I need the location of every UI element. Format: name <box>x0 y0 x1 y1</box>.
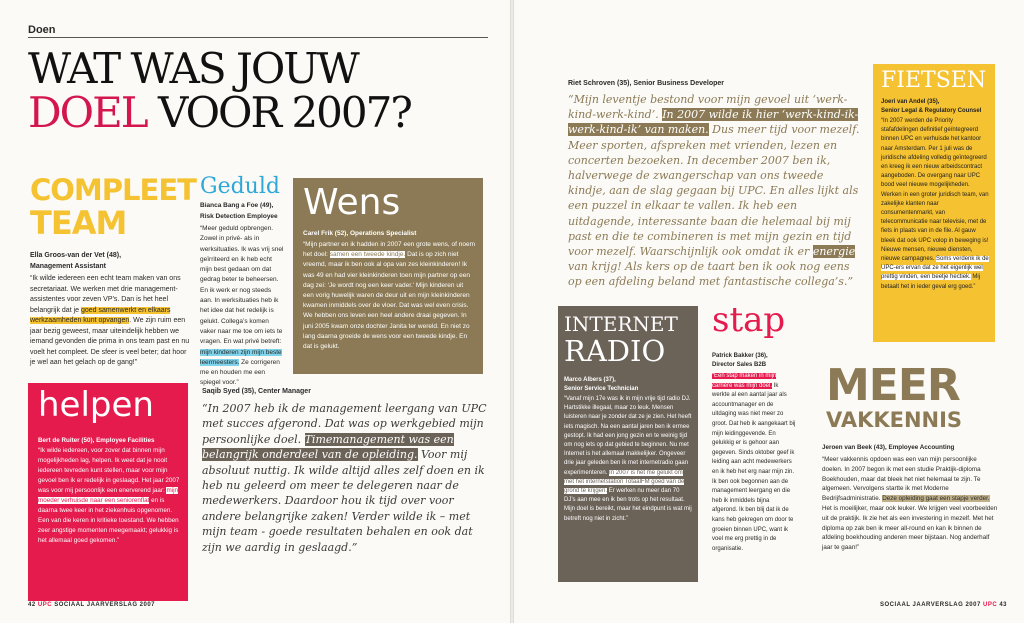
wens-text-a: “Mijn partner en ik hadden in 2007 een grote wens, of noem het doel: <box>303 241 475 259</box>
headline-accent-word: DOEL <box>28 88 147 137</box>
geduld-highlight: mijn kinderen zijn mijn beste leermeesters. <box>200 348 282 366</box>
helpen-body <box>38 446 181 546</box>
internet-text-a: “Vanaf mijn 17e was ik in mijn vrije tijd radio DJ. Hartstikke illegaal, maar zo leuk. Mensen luisteren naar je zonder dat ze je zien. Het heeft iets magisch. Na een aantal jaren ben ik ermee gestopt. Ik had een jong gezin en te weinig tijd om nog iets op dat gebied te beginnen. Nu met Internet is het allemaal makkelijker. Ongeveer drie jaar geleden ben ik met internetradio gaan experimenteren. <box>564 396 692 476</box>
footer-brand-right: UPC <box>982 602 998 608</box>
saqib-quote-b: Voor mij absoluut nuttig. Ik wilde altijd alles zelf doen en ik heb nu geleerd om meer te delegeren naar de medewerkers. Daardoor hou ik tijd over voor andere belangrijke zaken! Verder wilde ik – met mijn team - goede resultaten behalen en ook dat zijn we aardig in geslaagd.” <box>202 448 485 554</box>
geduld-text-a: “Meer geduld opbrengen. Zowel in privé- als in werksituaties. Ik was vrij snel geïrriteerd en ik heb echt mijn best gedaan om dat gedrag beter te beheersen. En ik werk er nog steeds aan. In werksituaties heb ik het idee dat het redelijk is gelukt. Collega’s komen vaker naar me toe om iets te vragen. En wat privé betreft: <box>200 225 284 346</box>
meer-heading-2: VAKKENNIS <box>826 408 963 432</box>
stap-article <box>712 352 796 554</box>
compleet-body <box>30 274 190 369</box>
fietsen-body <box>881 117 989 292</box>
stap-body <box>712 372 796 554</box>
riet-highlight: In 2007 wilde ik hier ‘werk-kind-ik-werk-kind-ik’ van maken. <box>568 108 859 137</box>
helpen-byline: Bert de Ruiter (50), Employee Facilities <box>38 437 155 444</box>
fietsen-byline-1: Joeri van Andel (35), <box>881 99 940 105</box>
compleet-text-b: . We zijn ruim een jaar bezig geweest, maar uiteindelijk hebben we iemand gevonden die prima in ons team past en nu voelt het compleet. De sfeer is veel beter; dat hoor je wel aan het gelach op de gang!” <box>30 317 190 366</box>
wens-body <box>303 240 475 352</box>
meer-body <box>822 455 998 553</box>
footer-right <box>880 602 1007 608</box>
saqib-highlight: Timemanagement was een belangrijk onderdeel van de opleiding. <box>202 432 454 462</box>
fietsen-text-b: Mij betaalt het in ieder geval erg goed.” <box>881 274 981 290</box>
footer-title-right: SOCIAAL JAARVERSLAG 2007 <box>880 602 981 608</box>
meer-heading-1: MEER <box>826 360 960 411</box>
page-number-left: 42 <box>28 602 36 608</box>
stap-byline-2: Director Sales B2B <box>712 362 767 368</box>
helpen-box <box>28 383 188 601</box>
meer-article <box>822 442 998 553</box>
compleet-heading-1: COMPLEET <box>30 173 196 207</box>
meer-highlight: Deze opleiding gaat een stapje verder. <box>882 495 990 503</box>
compleet-article <box>30 250 190 369</box>
compleet-byline-2: Management Assistant <box>30 263 106 270</box>
internet-heading-1: INTERNET <box>564 312 678 336</box>
riet-quote-b: Dus meer tijd voor mezelf. Meer sporten, afspreken met vrienden, lezen en concerten bezoeken. In december 2007 ben ik, halverwege de zwangerschap van ons tweede kindje, aan de slag gegaan bij UPC. En alles lijkt als een puzzel in elkaar te vallen. Ik heb een uitdagende, interessante baan die helemaal bij mij past en die te combineren is met mijn gezin en tijd voor mezelf. Waarschijnlijk ook omdat ik er <box>568 123 860 259</box>
meer-text-a: “Meer vakkennis opdoen was een van mijn persoonlijke doelen. In 2007 begon ik met een studie Praktijk-diploma Boekhouden, maar dat bleek het niet helemaal te zijn. Te algemeen. Vervolgens startte ik met Moderne Bedrijfsadministratie. <box>822 456 981 503</box>
internet-byline-1: Marco Albers (37), <box>564 377 616 383</box>
stap-heading: stap <box>712 300 786 340</box>
internet-radio-box <box>558 306 698 582</box>
internet-text-b: Er werken nu meer dan 70 DJ’s aan mee en ik ben trots op het resultaat. Mijn doel is bereikt, maar het eindpunt is wat mij betreft nog niet in zicht.” <box>564 488 692 522</box>
wens-heading: Wens <box>303 182 401 223</box>
saqib-article <box>202 386 487 555</box>
wens-highlight: samen een tweede kindje. <box>329 251 406 259</box>
geduld-heading: Geduld <box>200 174 280 199</box>
stap-highlight: “Een stap maken in mijn carrière was mijn doel. <box>712 373 777 389</box>
stap-byline-1: Patrick Bakker (36), <box>712 353 768 359</box>
geduld-text-b: Ze corrigeren me en houden me een spiegel voor.” <box>200 358 280 387</box>
wens-box <box>293 178 483 374</box>
geduld-body <box>200 224 284 389</box>
helpen-heading: helpen <box>38 385 154 425</box>
wens-text-b: Dat is op zich niet vreemd, maar ik ben ook al opa van zes kleinkinderen! Ik was 49 en had vier kleinkinderen toen mijn partner op een dag zei: ‘Je wordt nog een keer vader.’ Mijn kinderen uit een vorig huwelijk waren de deur uit en mijn kleinkinderen kwamen inmiddels over de vloer. Dat was wel even crisis. We hebben ons leven een heel andere draai gegeven. In juni 2005 kwam onze dochter Janita ter wereld. En niet zo lang daarna groeide de wens voor een tweede kindje. En dat is gelukt. <box>303 251 470 351</box>
internet-body <box>564 395 692 524</box>
geduld-article <box>200 200 284 389</box>
compleet-text-a: “Ik wilde iedereen een echt team maken van ons secretariaat. We werken met drie management-assistentes voor zeven VP’s. Dan is het heel belangrijk dat je <box>30 275 181 314</box>
internet-highlight: In 2007 is het me gelukt om met het internetstation TotaalFM goed van de grond te krijgen. <box>564 469 685 495</box>
internet-heading-2: RADIO <box>564 334 666 368</box>
headline-line-2 <box>28 88 411 137</box>
compleet-heading-2: TEAM <box>30 204 127 242</box>
page-number-right: 43 <box>999 602 1008 608</box>
headline-line-2-rest: VOOR 2007? <box>146 88 411 137</box>
saqib-quote <box>202 401 487 555</box>
fietsen-text-a: “In 2007 werden de Priority stafafdelingen definitief geïntegreerd binnen UPC en verhuisde het kantoor naar Amsterdam. Per 1 juli was de juridische afdeling volledig geïntegreerd en kreeg ik een nieuw arbeidscontract aangeboden. De overgang naar UPC bood veel nieuwe mogelijkheden. Werken in een groter juridisch team, van zakelijke klanten naar consumentenmarkt, van telecommunicatie naar televisie, met de fiets in plaats van in de file. Al gauw bleek dat ook UPC volop in beweging is! Nieuwe mensen, nieuwe diensten, nieuwe campagnes. <box>881 118 989 263</box>
meer-text-b: Het is moeilijker, maar ook leuker. We krijgen veel voorbeelden uit de praktijk. Ik zie het als een investering in mezelf. Met het diploma op zak ben ik meer all-round en kan ik binnen de afdeling boekhouding anderen meer bijstaan. Nog anderhalf jaar te gaan!” <box>822 504 998 552</box>
helpen-highlight: mijn moeder verhuisde naar een seniorenflat <box>38 487 178 504</box>
riet-highlight-2: energie <box>812 245 856 259</box>
compleet-byline-1: Ella Groos-van der Vet (48), <box>30 252 122 259</box>
meer-byline: Jeroen van Beek (43), Employee Accounting <box>822 444 955 451</box>
helpen-text-a: “Ik wilde iedereen, voor zover dat binnen mijn mogelijkheden lag, helpen. Ik weet dat je nooit iedereen tevreden kunt stellen, maar voor mijn gevoel ben ik er redelijk in geslaagd. Het jaar 2007 was voor mij persoonlijk een enerverend jaar: <box>38 447 180 494</box>
saqib-quote-a: “In 2007 heb ik de management leergang van UPC met succes afgerond. Dat was op werkgebied mijn persoonlijke doel. <box>202 402 487 446</box>
wens-byline: Carel Frik (52), Operations Specialist <box>303 230 417 237</box>
fietsen-box <box>873 64 995 342</box>
footer-left <box>28 602 155 608</box>
fietsen-byline-2: Senior Legal & Regulatory Counsel <box>881 108 982 114</box>
spine-gutter <box>510 0 514 623</box>
headline-line-1: WAT WAS JOUW <box>28 44 358 93</box>
riet-quote-c: van krijg! Als kers op de taart ben ik ook nog eens op een afdeling beland met fantastische collega’s.” <box>568 260 854 289</box>
footer-title-left: SOCIAAL JAARVERSLAG 2007 <box>54 602 156 608</box>
geduld-byline-1: Bianca Bang a Foe (49), <box>200 202 274 209</box>
footer-brand-left: UPC <box>37 602 53 608</box>
section-label: Doen <box>28 24 56 36</box>
fietsen-highlight: Soms verdenk ik de UPC-ers ervan dat ze het eigenlijk wel prettig vinden, een beetje hectiek. <box>881 256 989 281</box>
internet-byline-2: Senior Service Technician <box>564 386 639 392</box>
fietsen-heading: FIETSEN <box>881 68 987 93</box>
riet-quote-a: “Mijn leventje bestond voor mijn gevoel uit ‘werk-kind-werk-kind’. <box>568 93 848 122</box>
compleet-highlight: goed samenwerkt en elkaars werkzaamheden kunt opvangen <box>30 306 171 324</box>
riet-byline: Riet Schroven (35), Senior Business Developer <box>568 80 724 87</box>
helpen-text-b: en is daarna twee keer in het ziekenhuis opgenomen. Een van die keren in kritieke toestand. We hebben zeer angstige momenten meegemaakt; gelukkig is het allemaal goed gekomen.” <box>38 497 179 544</box>
stap-text-b: Ik werkte al een aantal jaar als accountmanager en de uitdaging was niet meer zo groot. Dat heb ik aangekaart bij mijn leidinggevende. En gelukkig er is gehoor aan gegeven. Sinds oktober geef ik leiding aan acht medewerkers en ik heb het erg naar mijn zin. Ik ben ook begonnen aan de management leergang en die heb ik inmiddels bijna afgerond. Ik ben blij dat ik de kans heb gekregen om door te groeien binnen UPC, want ik voel me erg prettig in de organisatie. <box>712 382 796 552</box>
section-rule <box>28 37 488 38</box>
saqib-byline: Saqib Syed (35), Center Manager <box>202 388 311 395</box>
riet-article <box>568 78 863 290</box>
geduld-byline-2: Risk Detection Employee <box>200 213 278 220</box>
riet-quote <box>568 92 863 290</box>
